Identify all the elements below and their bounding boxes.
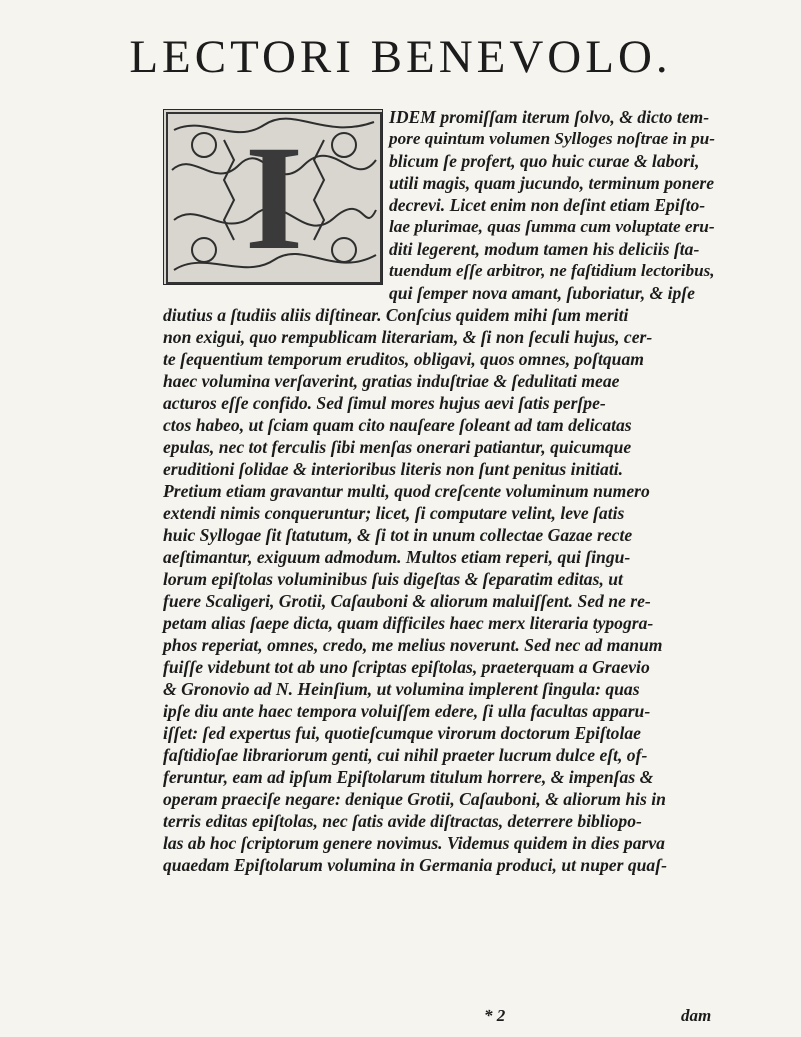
text-line: lorum epiſtolas voluminibus ſuis digeſtas & ſeparatim editas, ut bbox=[163, 569, 623, 589]
text-line: & Gronovio ad N. Heinſium, ut volumina implerent ſingula: quas bbox=[163, 679, 640, 699]
text-line: haec volumina verſaverint, gratias induſtriae & ſedulitati meae bbox=[163, 371, 620, 391]
text-line: lae plurimae, quas ſumma cum voluptate eru- bbox=[389, 217, 715, 236]
signature-mark: * 2 bbox=[484, 1006, 506, 1025]
text-line: terris editas epiſtolas, nec ſatis avide diſtractas, deterrere bibliopo- bbox=[163, 811, 642, 831]
text-line: huic Syllogae ſit ſtatutum, & ſi tot in unum collectae Gazae recte bbox=[163, 525, 633, 545]
text-line: las ab hoc ſcriptorum genere novimus. Videmus quidem in dies parva bbox=[163, 833, 665, 853]
text-line: non exigui, quo rempublicam literariam, & ſi non ſeculi hujus, cer- bbox=[163, 327, 653, 347]
catchword: dam bbox=[681, 1006, 712, 1025]
text-line: iſſet: ſed expertus fui, quotieſcumque virorum doctorum Epiſtolae bbox=[163, 723, 641, 743]
text-line: qui ſemper nova amant, ſuboriatur, & ipſe bbox=[389, 283, 695, 303]
page-footer bbox=[0, 1006, 801, 1030]
text-line: acturos eſſe confido. Sed ſimul mores hujus aevi ſatis perſpe- bbox=[163, 393, 606, 413]
text-line: diutius a ſtudiis aliis diſtinear. Conſcius quidem mihi ſum meriti bbox=[163, 305, 629, 325]
text-line: aeſtimantur, exiguum admodum. Multos etiam reperi, qui ſingu- bbox=[163, 547, 631, 567]
text-line: eruditioni ſolidae & interioribus literis non ſunt penitus initiati. bbox=[163, 459, 623, 479]
text-line: ctos habeo, ut ſciam quam cito nauſeare ſoleant ad tam delicatas bbox=[163, 415, 632, 435]
text-line: quaedam Epiſtolarum volumina in Germania produci, ut nuper quaſ- bbox=[163, 855, 667, 875]
text-line: faſtidioſae librariorum genti, cui nihil praeter lucrum dulce eſt, of- bbox=[163, 745, 648, 765]
text-line: te ſequentium temporum eruditos, obligavi, quos omnes, poſtquam bbox=[163, 349, 644, 369]
body-text bbox=[163, 106, 715, 876]
text-line: utili magis, quam jucundo, terminum ponere bbox=[389, 173, 715, 193]
text-line: extendi nimis conqueruntur; licet, ſi computare velint, leve ſatis bbox=[163, 503, 625, 523]
text-line: operam praeciſe negare: denique Grotii, Caſauboni, & aliorum his in bbox=[163, 789, 666, 809]
text-line: tuendum eſſe arbitror, ne faſtidium lectoribus, bbox=[389, 261, 715, 280]
text-line: pore quintum volumen Sylloges noſtrae in pu- bbox=[389, 129, 716, 148]
text-line: petam alias ſaepe dicta, quam difficiles haec merx literaria typogra- bbox=[163, 613, 654, 633]
text-line: phos reperiat, omnes, credo, me melius noverunt. Sed nec ad manum bbox=[163, 635, 663, 655]
text-line: IDEM promiſſam iterum ſolvo, & dicto tem- bbox=[389, 107, 710, 127]
drop-cap-letter: I bbox=[244, 115, 304, 281]
text-line: diti legerent, modum tamen his deliciis ſta- bbox=[389, 239, 700, 259]
page-title: LECTORI BENEVOLO. bbox=[129, 31, 672, 83]
text-line: Pretium etiam gravantur multi, quod creſcente voluminum numero bbox=[163, 481, 650, 501]
text-line: blicum ſe profert, quo huic curae & labori, bbox=[389, 151, 700, 171]
text-line: ipſe diu ante haec tempora voluiſſem edere, ſi ulla facultas apparu- bbox=[163, 701, 651, 721]
text-line: fuere Scaligeri, Grotii, Caſauboni & aliorum maluiſſent. Sed ne re- bbox=[163, 591, 651, 611]
text-line: fuiſſe videbunt tot ab uno ſcriptas epiſtolas, praeterquam a Graevio bbox=[163, 657, 650, 677]
text-line: feruntur, eam ad ipſum Epiſtolarum titulum horrere, & impenſas & bbox=[163, 767, 654, 787]
text-line: epulas, nec tot ferculis ſibi menſas onerari patiantur, quicumque bbox=[163, 437, 632, 457]
text-line: decrevi. Licet enim non deſint etiam Epiſto- bbox=[389, 195, 706, 215]
